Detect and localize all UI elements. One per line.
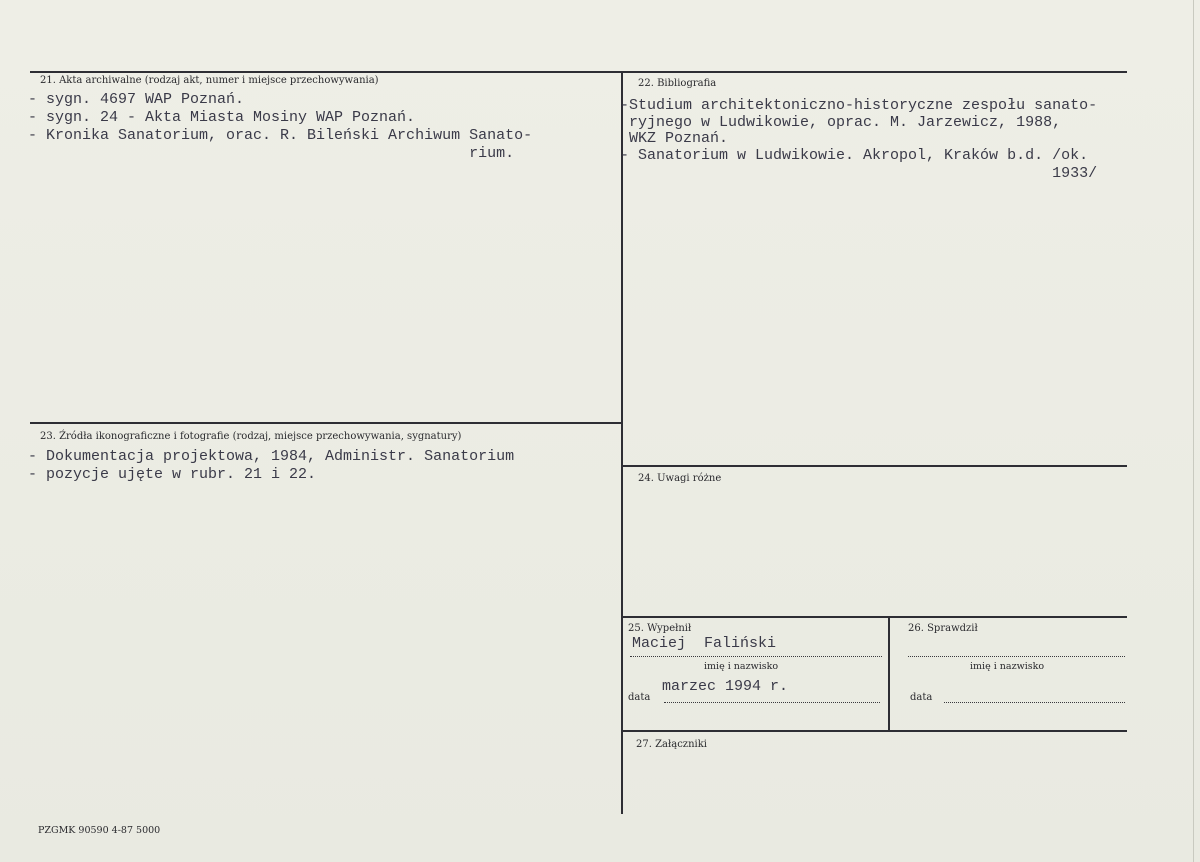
field-21-line-1: - sygn. 4697 WAP Poznań. (28, 91, 245, 108)
field-25-date-label: data (628, 692, 651, 703)
footer-print-code: PZGMK 90590 4-87 5000 (38, 825, 161, 836)
rule-21-23 (30, 422, 622, 424)
rule-24-25 (622, 616, 1127, 618)
field-26-date-label: data (910, 692, 933, 703)
field-21-label: 21. Akta archiwalne (rodzaj akt, numer i miejsce przechowywania) (40, 75, 379, 86)
divider-25-26 (888, 616, 890, 731)
field-22-line-1: -Studium architektoniczno-historyczne zespołu sanato- (620, 97, 1098, 114)
field-26-name-caption: imię i nazwisko (970, 661, 1045, 672)
field-23-label: 23. Źródła ikonograficzne i fotografie (rodzaj, miejsce przechowywania, sygnatury) (40, 431, 462, 442)
right-edge (1193, 0, 1194, 862)
field-21-line-4: rium. (28, 145, 515, 162)
field-24-label: 24. Uwagi różne (638, 473, 722, 484)
field-22-line-4: - Sanatorium w Ludwikowie. Akropol, Kraków b.d. /ok. (620, 147, 1089, 164)
field-25-name: Maciej Faliński (632, 635, 777, 652)
field-21-line-3: - Kronika Sanatorium, orac. R. Bileński Archiwum Sanato- (28, 127, 533, 144)
rule-25-27 (622, 730, 1127, 732)
field-25-name-line (630, 656, 882, 657)
field-23-line-1: - Dokumentacja projektowa, 1984, Administr. Sanatorium (28, 448, 515, 465)
field-25-date-line (664, 702, 880, 703)
rule-22-24 (622, 465, 1127, 467)
field-26-date-line (944, 702, 1125, 703)
field-22-label: 22. Bibliografia (638, 78, 717, 89)
field-25-label: 25. Wypełnił (628, 623, 692, 634)
top-rule (30, 71, 1127, 73)
field-26-name-line (908, 656, 1125, 657)
field-22-line-2: ryjnego w Ludwikowie, oprac. M. Jarzewicz, 1988, (620, 114, 1062, 131)
field-25-name-caption: imię i nazwisko (704, 661, 779, 672)
field-27-label: 27. Załączniki (636, 739, 707, 750)
field-21-line-2: - sygn. 24 - Akta Miasta Mosiny WAP Poznań. (28, 109, 416, 126)
field-22-line-5: 1933/ (620, 165, 1098, 182)
field-23-line-2: - pozycje ujęte w rubr. 21 i 22. (28, 466, 317, 483)
field-22-line-3: WKZ Poznań. (620, 130, 729, 147)
center-divider (621, 71, 623, 814)
field-25-date-value: marzec 1994 r. (662, 678, 789, 695)
field-26-label: 26. Sprawdził (908, 623, 978, 634)
